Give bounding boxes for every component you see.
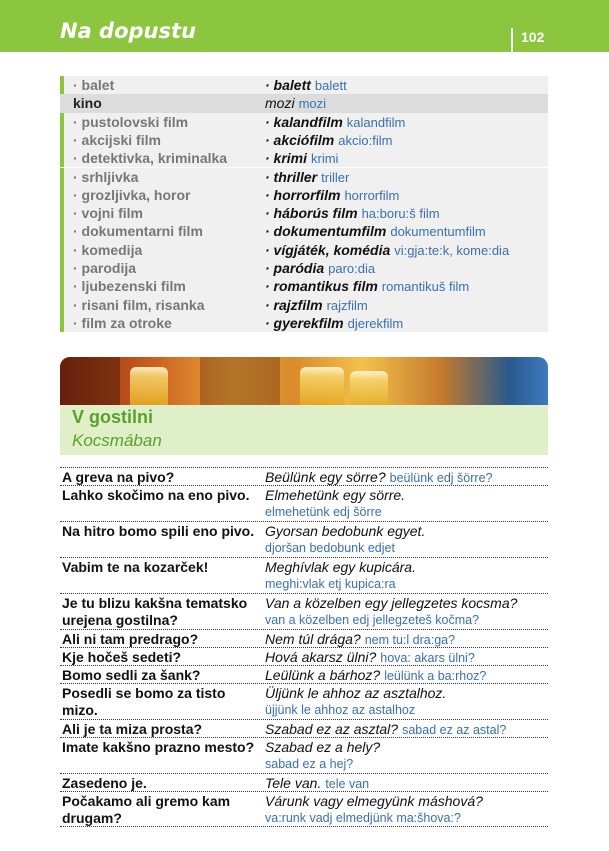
phrase-pronunciation: elmehetünk edj šörre <box>265 505 382 519</box>
phrase-row <box>60 791 548 827</box>
vocab-slovene: · komedija <box>73 241 143 258</box>
phrase-row <box>60 647 548 665</box>
vocab-pronunciation: rajzfilm <box>326 297 368 313</box>
row-accent-bar <box>60 204 64 222</box>
vocab-pronunciation: balett <box>314 78 347 93</box>
pub-photo-banner <box>60 357 548 405</box>
phrase-hungarian-cell <box>265 487 550 521</box>
vocab-pronunciation: akcio:film <box>338 132 393 148</box>
vocab-row <box>60 296 548 314</box>
row-accent-bar <box>60 241 64 259</box>
vocab-slovene: · parodija <box>73 259 137 276</box>
vocab-pronunciation: vi:gja:te:k, kome:dia <box>394 242 510 258</box>
phrase-hungarian: Elmehetünk egy sörre. <box>265 487 406 503</box>
photo-shadow <box>60 357 120 405</box>
phrase-slovene: Bomo sedli za šank? <box>62 667 201 683</box>
phrase-row <box>60 521 548 557</box>
phrase-pronunciation: hova: akars ülni? <box>380 651 475 665</box>
beer-glass-image <box>130 367 168 405</box>
row-accent-bar <box>60 259 64 277</box>
vocab-row <box>60 314 548 332</box>
header-divider <box>511 28 513 52</box>
photo-shadow <box>200 357 280 405</box>
vocab-pronunciation: triller <box>321 170 350 186</box>
phrase-pronunciation: sabad ez a hej? <box>265 757 354 771</box>
vocab-hungarian-cell <box>265 259 375 278</box>
vocab-slovene: · pustolovski film <box>73 113 189 130</box>
vocab-slovene: kino <box>73 95 102 112</box>
phrase-slovene: Kje hočeš sedeti? <box>62 649 182 665</box>
vocab-hungarian-cell <box>265 149 338 168</box>
vocab-hungarian-cell <box>265 296 368 315</box>
vocab-hungarian: · balett <box>265 77 311 93</box>
vocab-hungarian: · háborús film <box>265 205 358 222</box>
row-accent-bar <box>60 186 64 204</box>
vocab-hungarian: · vígjáték, komédia <box>265 241 391 258</box>
phrase-pronunciation: van a közelben edj jellegzeteš kočma? <box>265 613 480 627</box>
vocab-row <box>60 94 548 112</box>
vocab-row <box>60 222 548 240</box>
vocab-pronunciation: ha:boru:š film <box>361 206 440 222</box>
phrase-slovene: Posedli se bomo za tisto mizo. <box>62 685 226 718</box>
phrase-slovene: Počakamo ali gremo kam drugam? <box>62 793 231 826</box>
vocab-hungarian: · thriller <box>265 169 318 186</box>
phrase-row <box>60 629 548 647</box>
chapter-title: Na dopustu <box>60 19 196 43</box>
phrase-pronunciation: nem tu:l dra:ga? <box>364 633 456 647</box>
section-title: V gostilni <box>72 407 153 427</box>
vocab-pronunciation: krimi <box>311 151 339 167</box>
phrase-hungarian-cell <box>265 739 550 773</box>
page-number: 102 <box>521 29 545 45</box>
phrase-hungarian: Van a közelben egy jellegzetes kocsma? <box>265 595 518 611</box>
phrase-row <box>60 557 548 593</box>
phrase-hungarian: Beülünk egy sörre? <box>265 469 386 485</box>
vocab-pronunciation: romantikuš film <box>381 279 470 295</box>
vocab-pronunciation: mozi <box>298 96 327 112</box>
phrase-hungarian: Meghívlak egy kupicára. <box>265 559 416 575</box>
row-accent-bar <box>60 314 64 332</box>
phrase-pronunciation: sabad ez az astal? <box>402 723 507 737</box>
vocab-pronunciation: horrorfilm <box>344 187 400 203</box>
phrase-slovene: A greva na pivo? <box>62 469 175 485</box>
vocab-slovene: · detektivka, kriminalka <box>73 150 228 167</box>
phrase-row <box>60 665 548 683</box>
phrase-hungarian: Várunk vagy elmegyünk máshová? <box>265 793 483 809</box>
vocab-row <box>60 259 548 277</box>
vocab-row <box>60 204 548 222</box>
phrase-row <box>60 593 548 629</box>
row-accent-bar <box>60 168 64 185</box>
phrase-slovene: Vabim te na kozarček! <box>62 559 209 575</box>
vocab-hungarian: · gyerekfilm <box>265 314 344 331</box>
phrase-hungarian-cell <box>265 595 550 629</box>
row-accent-bar <box>60 131 64 149</box>
phrase-pronunciation: üjjünk le ahhoz az astalhoz <box>265 703 416 717</box>
phrase-slovene: Zasedeno je. <box>62 775 147 791</box>
phrase-pronunciation: leülünk a ba:rhoz? <box>384 669 487 683</box>
row-accent-bar <box>60 149 64 167</box>
vocab-row <box>60 76 548 94</box>
vocab-row <box>60 241 548 259</box>
phrase-slovene: Na hitro bomo spili eno pivo. <box>62 523 255 539</box>
vocab-pronunciation: djerekfilm <box>347 315 404 331</box>
beer-glass-image <box>350 371 388 405</box>
vocab-slovene: · grozljivka, horor <box>73 186 191 203</box>
phrase-pronunciation: meghi:vlak etj kupica:ra <box>265 577 396 591</box>
vocab-hungarian: · paródia <box>265 259 325 276</box>
phrase-slovene: Ali je ta miza prosta? <box>62 721 203 737</box>
vocab-hungarian: · krimi <box>265 150 308 167</box>
vocab-pronunciation: kalandfilm <box>346 114 406 130</box>
phrase-row <box>60 773 548 791</box>
vocab-row <box>60 149 548 167</box>
vocab-hungarian: · romantikus film <box>265 278 378 295</box>
phrase-hungarian: Üljünk le ahhoz az asztalhoz. <box>265 685 447 701</box>
vocab-pronunciation: paro:dia <box>328 260 376 276</box>
vocab-hungarian-cell <box>265 204 440 223</box>
vocab-hungarian: · rajzfilm <box>265 296 323 313</box>
vocab-hungarian-cell <box>265 186 399 205</box>
vocab-row <box>60 167 548 185</box>
phrase-hungarian-cell <box>265 793 550 827</box>
vocab-slovene: · balet <box>73 77 115 93</box>
vocab-slovene: · akcijski film <box>73 131 161 148</box>
phrase-row <box>60 467 548 485</box>
phrase-hungarian: Leülünk a bárhoz? <box>265 667 381 683</box>
vocab-hungarian: mozi <box>265 95 295 112</box>
row-accent-bar <box>60 296 64 314</box>
vocab-slovene: · vojni film <box>73 205 143 222</box>
vocab-hungarian: · dokumentumfilm <box>265 223 387 240</box>
vocab-slovene: · dokumentarni film <box>73 223 203 240</box>
phrase-pronunciation: va:runk vadj elmedjünk ma:šhova:? <box>265 811 461 825</box>
vocab-hungarian-cell <box>265 76 347 95</box>
row-accent-bar <box>60 113 64 131</box>
vocab-row <box>60 277 548 295</box>
phrase-hungarian: Szabad ez az asztal? <box>265 721 399 737</box>
phrase-hungarian-cell <box>265 685 550 719</box>
section-subtitle: Kocsmában <box>72 431 162 450</box>
row-accent-bar <box>60 76 64 94</box>
vocab-slovene: · risani film, risanka <box>73 296 205 313</box>
vocab-row <box>60 131 548 149</box>
vocab-row <box>60 113 548 131</box>
phrase-hungarian: Gyorsan bedobunk egyet. <box>265 523 426 539</box>
phrase-slovene: Lahko skočimo na eno pivo. <box>62 487 250 503</box>
phrase-row <box>60 485 548 521</box>
vocab-hungarian: · horrorfilm <box>265 186 341 203</box>
phrase-row <box>60 737 548 773</box>
vocab-row <box>60 186 548 204</box>
vocab-hungarian: · akciófilm <box>265 131 335 148</box>
phrase-row <box>60 719 548 737</box>
phrase-pronunciation: djoršan bedobunk edjet <box>265 541 395 555</box>
page-header <box>0 0 609 52</box>
section-header <box>60 405 548 455</box>
phrase-hungarian-cell <box>265 559 550 593</box>
phrase-slovene: Imate kakšno prazno mesto? <box>62 739 255 755</box>
phrase-hungarian: Nem túl drága? <box>265 631 361 647</box>
phrase-row <box>60 683 548 719</box>
vocab-hungarian: · kalandfilm <box>265 113 343 130</box>
vocab-slovene: · srhljivka <box>73 169 139 186</box>
phrase-slovene: Je tu blizu kakšna tematsko urejena gostilna? <box>62 595 248 628</box>
phrase-hungarian-cell <box>265 523 550 557</box>
vocabulary-table <box>60 76 548 332</box>
phrase-slovene: Ali ni tam predrago? <box>62 631 199 647</box>
vocab-slovene: · film za otroke <box>73 314 172 331</box>
vocab-slovene: · ljubezenski film <box>73 278 186 295</box>
vocab-hungarian-cell <box>265 94 326 113</box>
phrase-pronunciation: tele van <box>325 777 370 791</box>
phrase-hungarian: Tele van. <box>265 775 322 791</box>
phrase-list <box>60 467 548 827</box>
vocab-hungarian-cell <box>265 222 486 241</box>
vocab-hungarian-cell <box>265 113 405 132</box>
beer-glass-image <box>300 367 344 405</box>
vocab-pronunciation: dokumentumfilm <box>390 224 486 240</box>
vocab-hungarian-cell <box>265 131 392 150</box>
row-accent-bar <box>60 222 64 240</box>
row-accent-bar <box>60 277 64 295</box>
phrase-pronunciation: beülünk edj šörre? <box>389 471 493 485</box>
phrase-hungarian: Hová akarsz ülni? <box>265 649 377 665</box>
phrase-hungarian: Szabad ez a hely? <box>265 739 381 755</box>
vocab-hungarian-cell <box>265 314 403 333</box>
vocab-hungarian-cell <box>265 277 469 296</box>
vocab-hungarian-cell <box>265 241 509 260</box>
